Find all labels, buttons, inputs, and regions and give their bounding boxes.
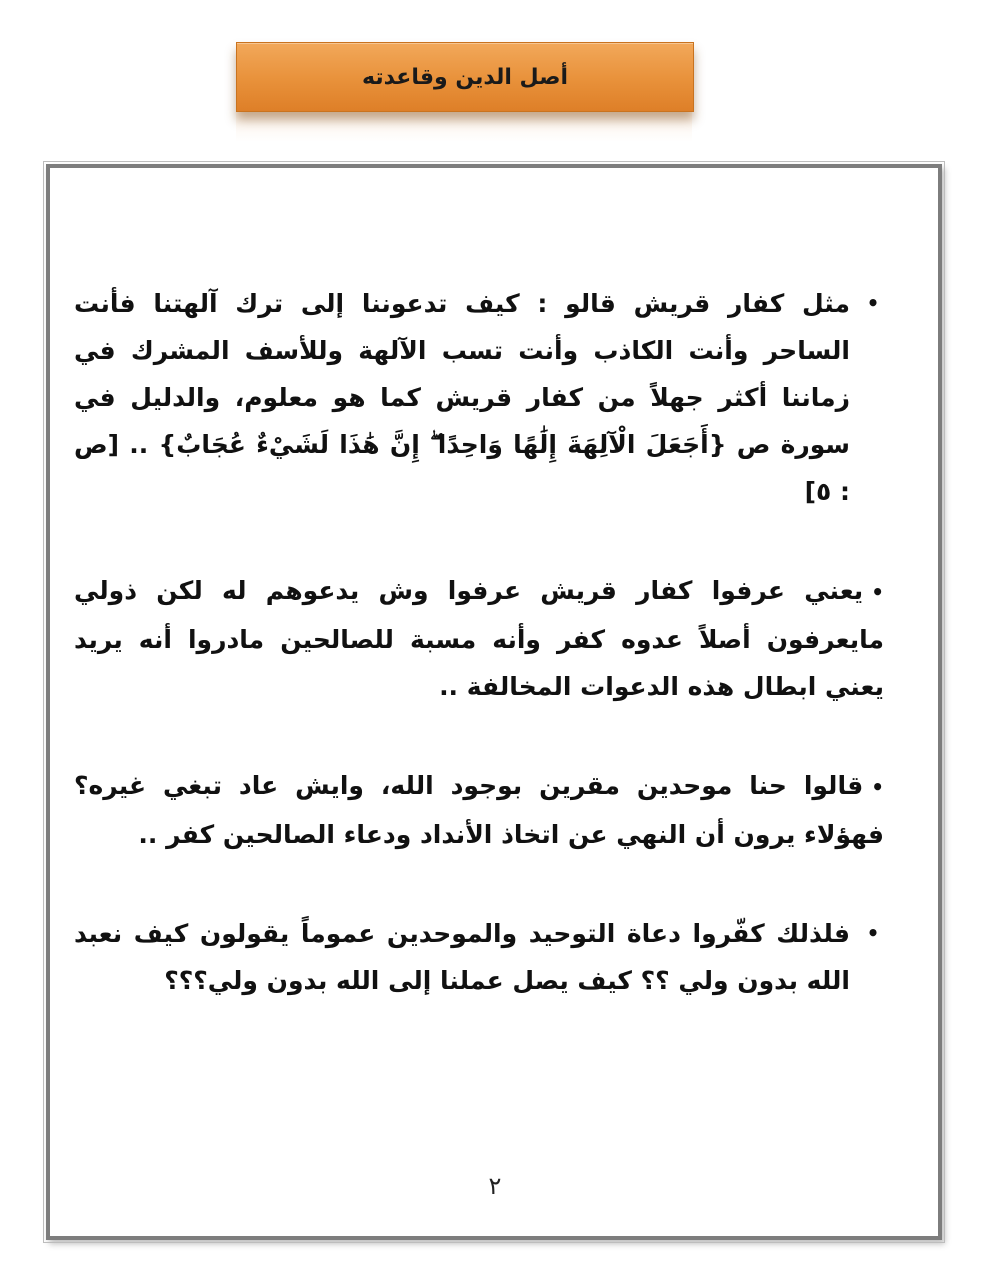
- bullet-text: يعني عرفوا كفار قريش عرفوا وش يدعوهم له لكن ذولي مايعرفون أصلاً عدوه كفر وأنه مسبة للصالحين مادروا أنه يريد يعني ابطال هذه الدعوات المخالفة ..: [74, 576, 884, 701]
- bullet-text: قالوا حنا موحدين مقرين بوجود الله، وايش عاد تبغي غيره؟ فهؤلاء يرون أن النهي عن اتخاذ الأنداد ودعاء الصالحين كفر ..: [74, 771, 884, 849]
- title-reflection: [236, 112, 692, 142]
- bullet-item-2: [74, 567, 884, 710]
- bullet-marker: •: [866, 291, 880, 315]
- page-number: ٢: [488, 1172, 502, 1200]
- page-title: أصل الدين وقاعدته: [361, 64, 568, 90]
- bullet-marker: •: [866, 921, 880, 945]
- content-body: [74, 280, 884, 1056]
- bullet-item-3: [74, 762, 884, 858]
- bullet-marker: •: [871, 775, 884, 799]
- bullet-text: فلذلك كفّروا دعاة التوحيد والموحدين عموماً يقولون كيف نعبد الله بدون ولي ؟؟ كيف يصل عملنا إلى الله بدون ولي؟؟؟: [74, 919, 850, 995]
- bullet-marker: •: [871, 580, 884, 604]
- bullet-text: مثل كفار قريش قالو : كيف تدعوننا إلى ترك آلهتنا فأنت الساحر وأنت الكاذب وأنت تسب الآلهة وللأسف المشرك في زماننا أكثر جهلاً من كفار قريش كما هو معلوم، والدليل في سورة ص {أَجَعَلَ الْآلِهَةَ إِلَٰهًا وَاحِدًا ۖ إِنَّ هَٰذَا لَشَيْءٌ عُجَابٌ} .. [ص : ٥]: [74, 289, 850, 506]
- title-banner: [236, 42, 694, 112]
- bullet-item-1: [74, 280, 884, 515]
- bullet-item-4: [74, 910, 884, 1004]
